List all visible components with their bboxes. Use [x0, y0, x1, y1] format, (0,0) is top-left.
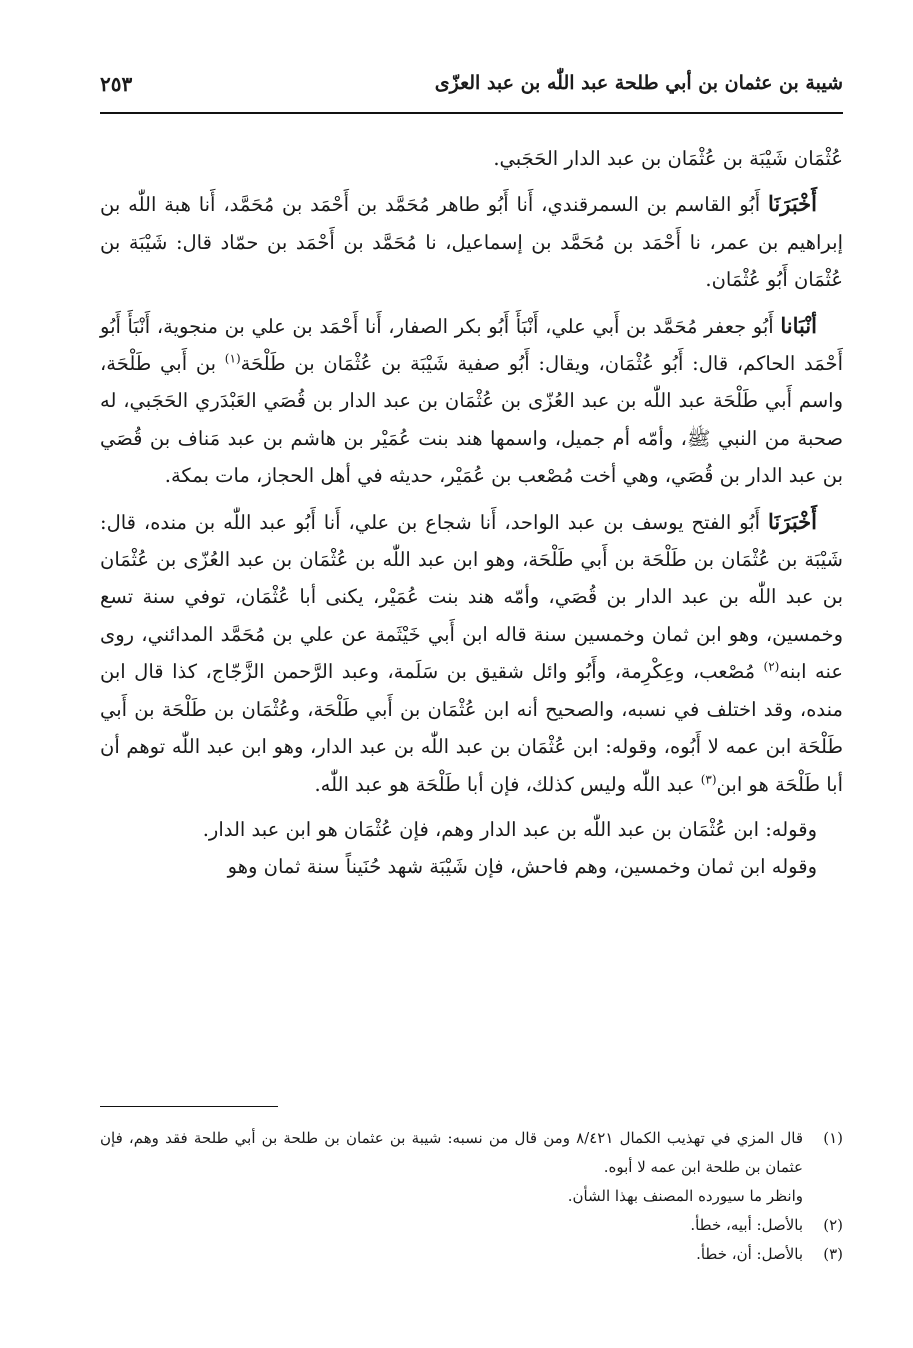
- paragraph-1-text: عُثْمَان شَيْبَة بن عُثْمَان بن عبد الدار الحَجَبي.: [493, 147, 843, 170]
- paragraph-5: [100, 811, 843, 848]
- footnote-1-cont-text: وانظر ما سيورده المصنف بهذا الشأن.: [567, 1187, 803, 1205]
- footnote-3: [100, 1240, 843, 1269]
- paragraph-6: [100, 848, 843, 885]
- paragraph-6-text: وقوله ابن ثمان وخمسين، وهم فاحش، فإن شَيْبَة شهد حُنَيناً سنة ثمان وهو: [227, 855, 817, 879]
- footnote-1-number: (١): [823, 1129, 843, 1147]
- running-title: شيبة بن عثمان بن أبي طلحة عبد اللّٰه بن عبد العزّى: [434, 72, 843, 94]
- paragraph-5-text: وقوله: ابن عُثْمَان بن عبد اللّٰه بن عبد الدار وهم، فإن عُثْمَان هو ابن عبد الدار.: [202, 817, 817, 841]
- body-text: [100, 140, 843, 886]
- paragraph-3-text-a: أَبُو جعفر مُحَمَّد بن أَبي علي، أَنْبَأَ أَبُو بكر الصفار، أَنا أَحْمَد بن علي بن منجوية، أَنْبَأَ أَبُو أَحْمَد الحاكم، قال: أَبُو عُثْمَان، ويقال: أَبُو صفية شَيْبَة بن عُثْمَان بن طَلْحَة: [100, 314, 843, 376]
- footnote-rule: [100, 1106, 278, 1107]
- paragraph-2-text: أَبُو القاسم بن السمرقندي، أَنا أَبُو طاهر مُحَمَّد بن أَحْمَد بن مُحَمَّد، أَنا هبة اللّٰه بن إبراهيم بن عمر، نا أَحْمَد بن مُحَمَّد بن إسماعيل، نا مُحَمَّد بن أَحْمَد بن حمّاد قال: شَيْبَة بن عُثْمَان أَبُو عُثْمَان.: [100, 193, 843, 292]
- footnote-ref-1[interactable]: (١): [224, 351, 241, 366]
- paragraph-3-lead: أنْبَانا: [780, 312, 817, 338]
- paragraph-4-text-a: أَبُو الفتح يوسف بن عبد الواحد، أَنا شجاع بن علي، أَنا أَبُو عبد اللّٰه بن منده، قال: شَيْبَة بن عُثْمَان بن طَلْحَة بن أَبي طَلْحَة، وهو ابن عبد اللّٰه بن عُثْمَان بن عبد العُزّى بن عُثْمَان بن عبد اللّٰه بن عبد الدار بن قُصَي، وأمّه هند بنت عُمَيْر، يكنى أبا عُثْمَان، توفي سنة تسع وخمسين، وهو ابن ثمان وخمسين سنة قاله ابن أَبي خَيْثَمة عن علي بن مُحَمَّد المدائني، روى عنه ابنه: [100, 510, 843, 684]
- footnote-2-number: (٢): [823, 1216, 843, 1234]
- paragraph-2-lead: أَخْبَرَنَا: [768, 191, 817, 217]
- footnote-3-text: بالأصل: أن، خطأ.: [696, 1245, 803, 1263]
- footnote-2-text: بالأصل: أبيه، خطأ.: [690, 1216, 803, 1234]
- footnote-1: [100, 1124, 843, 1182]
- paragraph-4: [100, 503, 843, 803]
- paragraph-3-text-b: بن أَبي طَلْحَة، واسم أَبي طَلْحَة عبد اللّٰه بن عبد العُزّى بن عُثْمَان بن عبد الدار بن قُصَي العَبْدَري الحَجَبي، له صحبة من النبي ﷺ، وأمّه أم جميل، واسمها هند بنت عُمَيْر بن هاشم بن عبد مَناف بن قُصَي بن عبد الدار بن قُصَي، وهي أخت مُصْعب بن عُمَيْر، حديثه في أهل الحجاز، مات بمكة.: [100, 352, 843, 488]
- paragraph-4-lead: أَخْبَرَنَا: [768, 508, 817, 534]
- page-header: [100, 66, 843, 106]
- paragraph-4-text-c: عبد اللّٰه وليس كذلك، فإن أبا طَلْحَة هو عبد اللّٰه.: [314, 772, 701, 796]
- footnote-ref-2[interactable]: (٢): [763, 659, 780, 674]
- footnote-1-text: قال المزي في تهذيب الكمال ٨/٤٢١ ومن قال من نسبه: شيبة بن عثمان بن طلحة بن أبي طلحة فقد وهم، فإن عثمان بن طلحة ابن عمه لا أبوه.: [100, 1129, 804, 1176]
- paragraph-3: [100, 307, 843, 495]
- footnotes: [100, 1124, 843, 1269]
- footnote-ref-3[interactable]: (٣): [700, 772, 717, 786]
- paragraph-2: [100, 185, 843, 298]
- header-rule: [100, 112, 843, 114]
- paragraph-4-text-b: مُصْعب، وعِكْرِمة، وأَبُو وائل شقيق بن سَلَمة، وعبد الرَّحمن الزَّجّاج، كذا قال ابن منده، وقد اختلف في نسبه، والصحيح أنه ابن عُثْمَان بن أَبي طَلْحَة، وعُثْمَان بن طَلْحَة بن أَبي طَلْحَة ابن عمه لا أَبُوه، وقوله: ابن عُثْمَان بن عبد اللّٰه بن عبد الدار، وهو ابن عبد اللّٰه توهم أن أبا طَلْحَة هو ابن: [100, 660, 843, 796]
- footnote-1-continued: [100, 1182, 843, 1211]
- book-page: [100, 0, 843, 1348]
- paragraph-1: [100, 140, 843, 177]
- page-number: ٢٥٣: [100, 72, 133, 96]
- footnote-3-number: (٣): [823, 1245, 843, 1263]
- footnote-2: [100, 1211, 843, 1240]
